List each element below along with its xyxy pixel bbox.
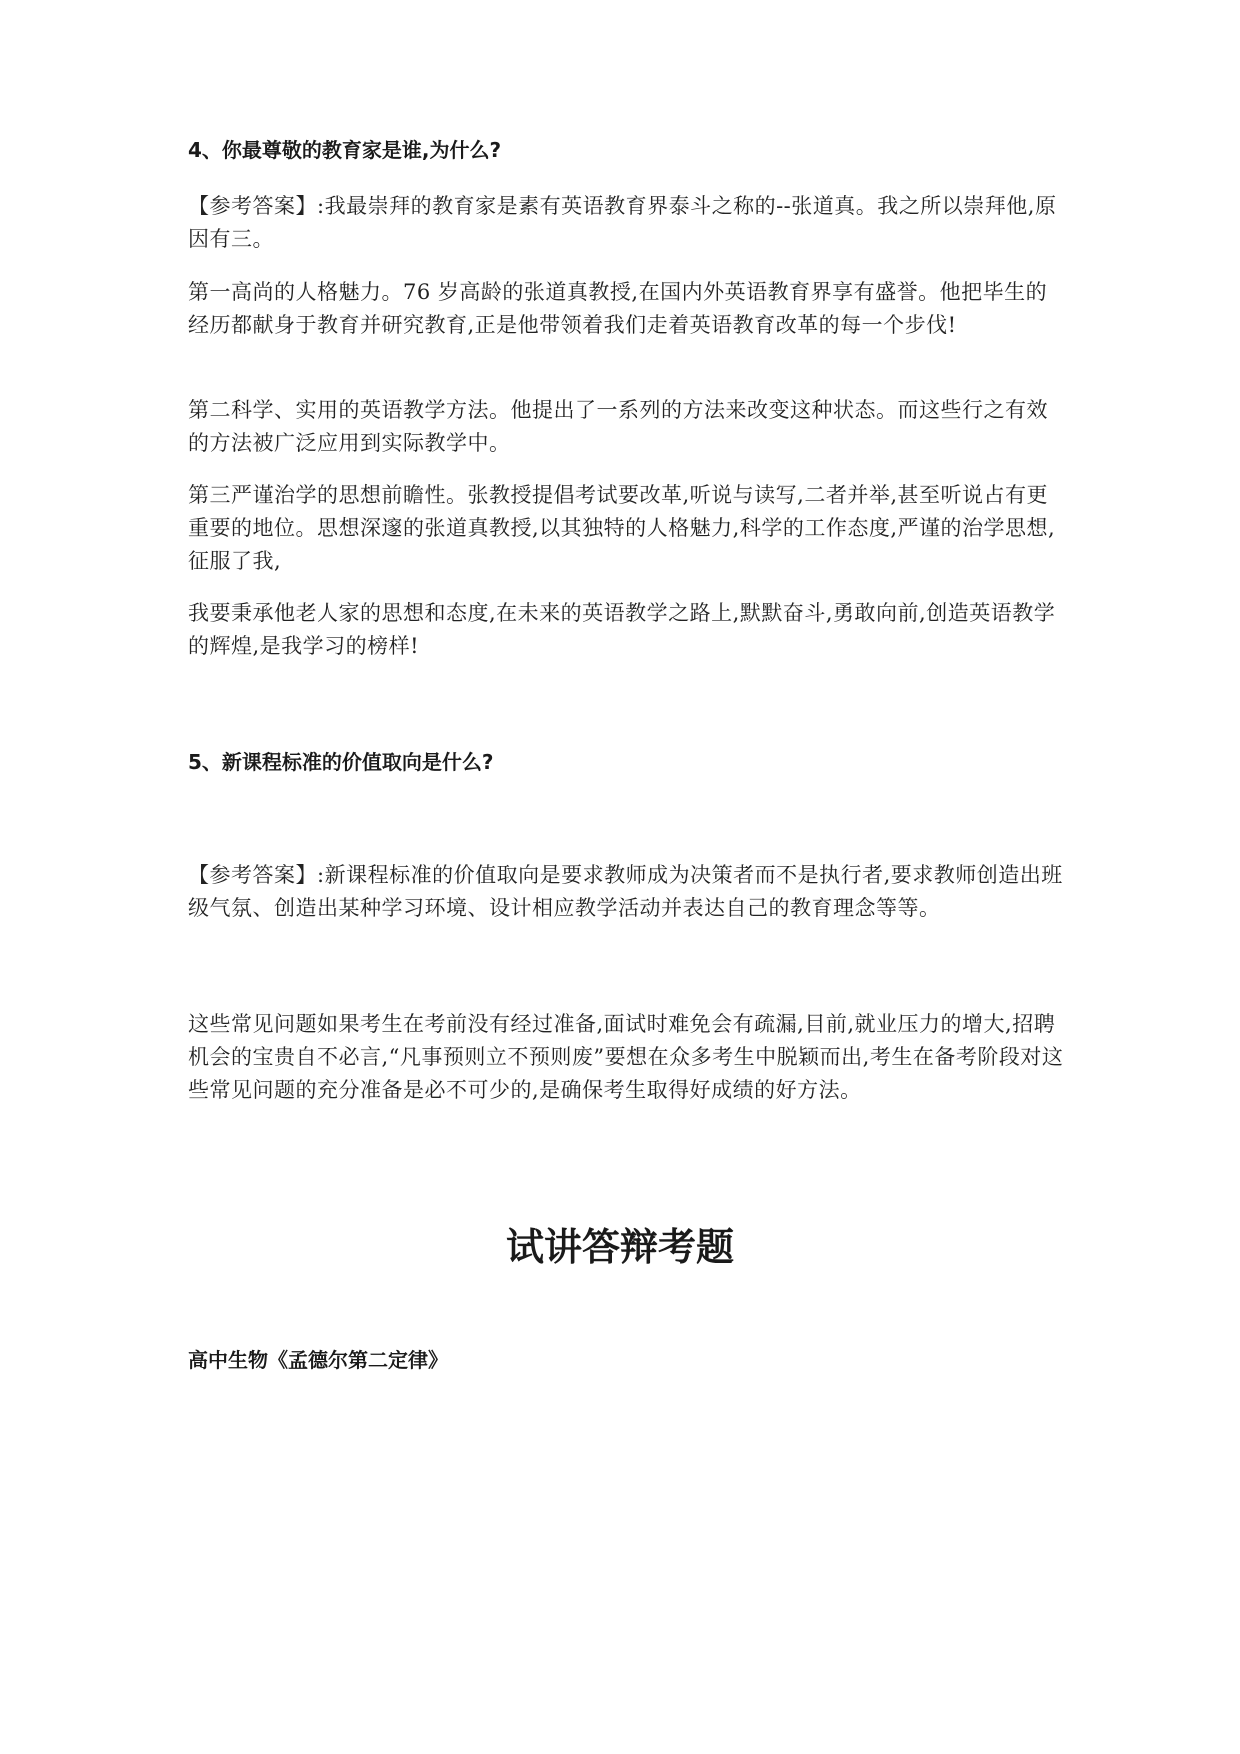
- subsection-title: 高中生物《孟德尔第二定律》: [188, 1348, 448, 1372]
- section-title: 试讲答辩考题: [505, 1225, 734, 1269]
- question-4-point-1: 第一高尚的人格魅力。76 岁高龄的张道真教授,在国内外英语教育界享有盛誉。他把毕生的经历都献身于教育并研究教育,正是他带领着我们走着英语教育改革的每一个步伐!: [188, 280, 1048, 337]
- question-5-heading: 5、新课程标准的价值取向是什么?: [188, 750, 494, 774]
- question-4-point-3: 第三严谨治学的思想前瞻性。张教授提倡考试要改革,听说与读写,二者并举,甚至听说占有更重要的地位。思想深邃的张道真教授,以其独特的人格魅力,科学的工作态度,严谨的治学思想,征服了我,: [188, 483, 1056, 573]
- question-5-answer: 【参考答案】:新课程标准的价值取向是要求教师成为决策者而不是执行者,要求教师创造出班级气氛、创造出某种学习环境、设计相应教学活动并表达自己的教育理念等等。: [188, 863, 1063, 920]
- question-4-point-2: 第二科学、实用的英语教学方法。他提出了一系列的方法来改变这种状态。而这些行之有效的方法被广泛应用到实际教学中。: [188, 398, 1048, 455]
- summary-paragraph: 这些常见问题如果考生在考前没有经过准备,面试时难免会有疏漏,目前,就业压力的增大,招聘机会的宝贵自不必言,“凡事预则立不预则废”要想在众多考生中脱颖而出,考生在备考阶段对这些常见问题的充分准备是必不可少的,是确保考生取得好成绩的好方法。: [188, 1012, 1064, 1102]
- question-4-conclusion: 我要秉承他老人家的思想和态度,在未来的英语教学之路上,默默奋斗,勇敢向前,创造英语教学的辉煌,是我学习的榜样!: [188, 601, 1056, 658]
- question-4-answer: 【参考答案】:我最崇拜的教育家是素有英语教育界泰斗之称的--张道真。我之所以崇拜他,原因有三。: [188, 194, 1057, 251]
- question-4-heading: 4、你最尊敬的教育家是谁,为什么?: [188, 138, 502, 162]
